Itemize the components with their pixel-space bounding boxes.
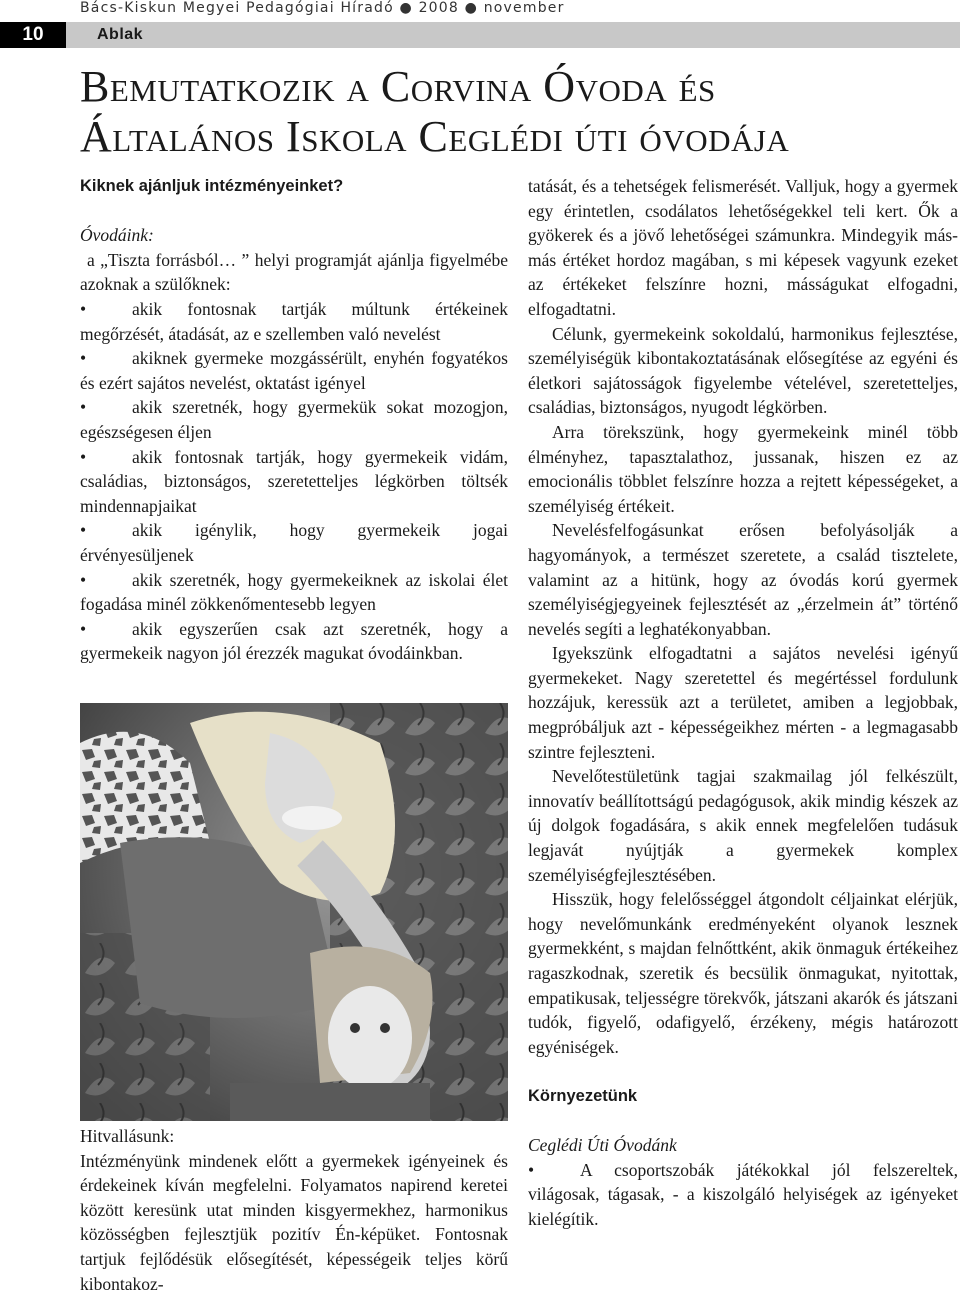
section-name: Ablak [97, 26, 144, 43]
right-paragraphs [528, 174, 958, 1059]
audience-list-item-text: akik szeretnék, hogy gyermekeiknek az iskolai élet fogadása minél zökkenőmentesebb legyen [80, 569, 508, 615]
audience-list-item [80, 297, 508, 346]
body-paragraph: Nevelőtestületünk tagjai szakmailag jól felkészült, innovatív beállítottságú pedagógusok, akik mindig készek az új dolgok fogadására, s akik ennek megfelelően tudásuk legjavát nyújtják a gyermekek komplex személyiségfejlesztésében. [528, 766, 958, 885]
body-paragraph: Arra törekszünk, hogy gyermekeink minél több élményhez, tapasztalathoz, jussanak, hiszen ez az emocionális többlet felszínre hozza a rejtett képességeket, a személyiség értékeit. [528, 421, 958, 516]
right-column [528, 174, 958, 1232]
audience-list-item-text: akik fontosnak tartják múltunk értékeinek megőrzését, átadását, az e szellemben való nevelést [80, 298, 508, 344]
title-line-2: Általános Iskola Ceglédi úti óvodája [80, 112, 790, 161]
title-line-1: Bemutatkozik a Corvina Óvoda és [80, 62, 716, 111]
body-paragraph: tatását, és a tehetségek felismerését. Valljuk, hogy a gyermek egy érintetlen, csodálatos lehetőségekkel teli kert. Ők a gyökerek és a jövő lehetőségei számunkra. Mindegyik más-más értéket hordoz magában, s mi képesek vagyunk ezeket az értékeket felszínre hozni, másságukat elfogadni, elfogadtatni. [528, 176, 958, 319]
audience-list-item-text: akik igénylik, hogy gyermekeik jogai érvényesüljenek [80, 520, 508, 565]
environment-bullet [528, 1158, 958, 1232]
bullet-icon: • [80, 446, 87, 467]
photo-image [80, 703, 508, 1121]
bullet-icon: • [80, 569, 87, 590]
kindergartens-label: Óvodáink: [80, 225, 154, 246]
publication-line: Bács-Kiskun Megyei Pedagógiai Híradó ● 2008 ● november [80, 0, 565, 16]
environment-bullet-text: A csoportszobák játékokkal jól felszereltek, világosak, tágasak, - a kiszolgáló helyiségek az igényeket kielégítik. [528, 1159, 958, 1229]
body-paragraph: Igyekszünk elfogadtatni a sajátos nevelési igényű gyermekeket. Nagy szeretettel és megértéssel fordulunk hozzájuk, keressük azt a területet, amiben a legjobbak, megpróbáljuk azt - képességeikhez mérten - a legmagasabb szintre fejleszteni. [528, 643, 958, 762]
bullet-icon: • [80, 520, 87, 541]
audience-list-item-text: akiknek gyermeke mozgássérült, enyhén fogyatékos és ezért sajátos nevelést, oktatást igényel [80, 348, 508, 393]
audience-list-item [80, 445, 508, 519]
left-column [80, 174, 508, 666]
environment-heading: Környezetünk [528, 1086, 638, 1105]
intro-text: a „Tiszta forrásból… ” helyi programját ajánlja figyelmébe azoknak a szülőknek: [80, 249, 508, 295]
creed-text: Intézményünk mindenek előtt a gyermekek igényeinek és érdekeinek kíván megfelelni. Folyamatos napirend keretei között keresünk utat minden kisgyermekhez, harmonikus közösségben fejlesztjük pozitív Én-képüket. Fontosnak tartjuk fejlődésük elősegítését, képességeik teljes körű kibontakoz- [80, 1150, 508, 1294]
audience-heading: Kiknek ajánljuk intézményeinket? [80, 177, 344, 195]
audience-list-item [80, 346, 508, 395]
lower-left-column [80, 1124, 508, 1296]
body-paragraph: Hisszük, hogy felelősséggel átgondolt céljainkat elérjük, hogy nevelőmunkánk eredményeként olyanok lesznek gyermekként, s majdan felnőttként, akik önmaguk értékeihez ragaszkodnak, szeretik és becsülik önmagukat, nyitottak, empatikusak, teljességre törekvők, játszani akarók és játszani tudók, figyelő, odafigyelő, érzékeny, mégis határozott egyéniségek. [528, 889, 958, 1057]
audience-list-item [80, 395, 508, 444]
audience-list-item [80, 518, 508, 567]
creed-label: Hitvallásunk: [80, 1126, 175, 1146]
audience-list-item [80, 617, 508, 666]
running-header [0, 0, 960, 20]
audience-list-item-text: akik egyszerűen csak azt szeretnék, hogy a gyermekeik nagyon jól érezzék magukat óvodáinkban. [80, 618, 508, 664]
article-title [80, 62, 950, 162]
photo-mother-and-child [80, 703, 508, 1121]
bullet-icon: • [528, 1159, 535, 1180]
audience-list [80, 297, 508, 666]
audience-list-item-text: akik szeretnék, hogy gyermekük sokat mozogjon, egészségesen éljen [80, 397, 508, 442]
bullet-icon: • [80, 348, 87, 369]
page-number: 10 [0, 22, 66, 48]
section-bar [0, 22, 960, 48]
bullet-icon: • [80, 397, 87, 418]
body-paragraph: Célunk, gyermekeink sokoldalú, harmonikus fejlesztése, személyiségük kibontakoztatásának elősegítése az egyéni és életkori sajátosságok figyelembe vételével, szeretetteljes, családias, biztonságos, nyugodt légkörben. [528, 323, 958, 418]
audience-list-item [80, 568, 508, 617]
audience-list-item-text: akik fontosnak tartják, hogy gyermekeik vidám, családias, biztonságos, szeretetteljes légkörben töltsék mindennapjaikat [80, 446, 508, 516]
body-paragraph: Nevelésfelfogásunkat erősen befolyásolják a hagyományok, a természet szeretete, a család tisztelete, valamint az a hitünk, hogy az óvodás korú gyermek személyiségjegyeinek fejlesztését az „érzelmein át” történő nevelés segíti a leghatékonyabban. [528, 520, 958, 639]
environment-subheading: Ceglédi Úti Óvodánk [528, 1135, 677, 1156]
bullet-icon: • [80, 298, 87, 319]
bullet-icon: • [80, 618, 87, 639]
